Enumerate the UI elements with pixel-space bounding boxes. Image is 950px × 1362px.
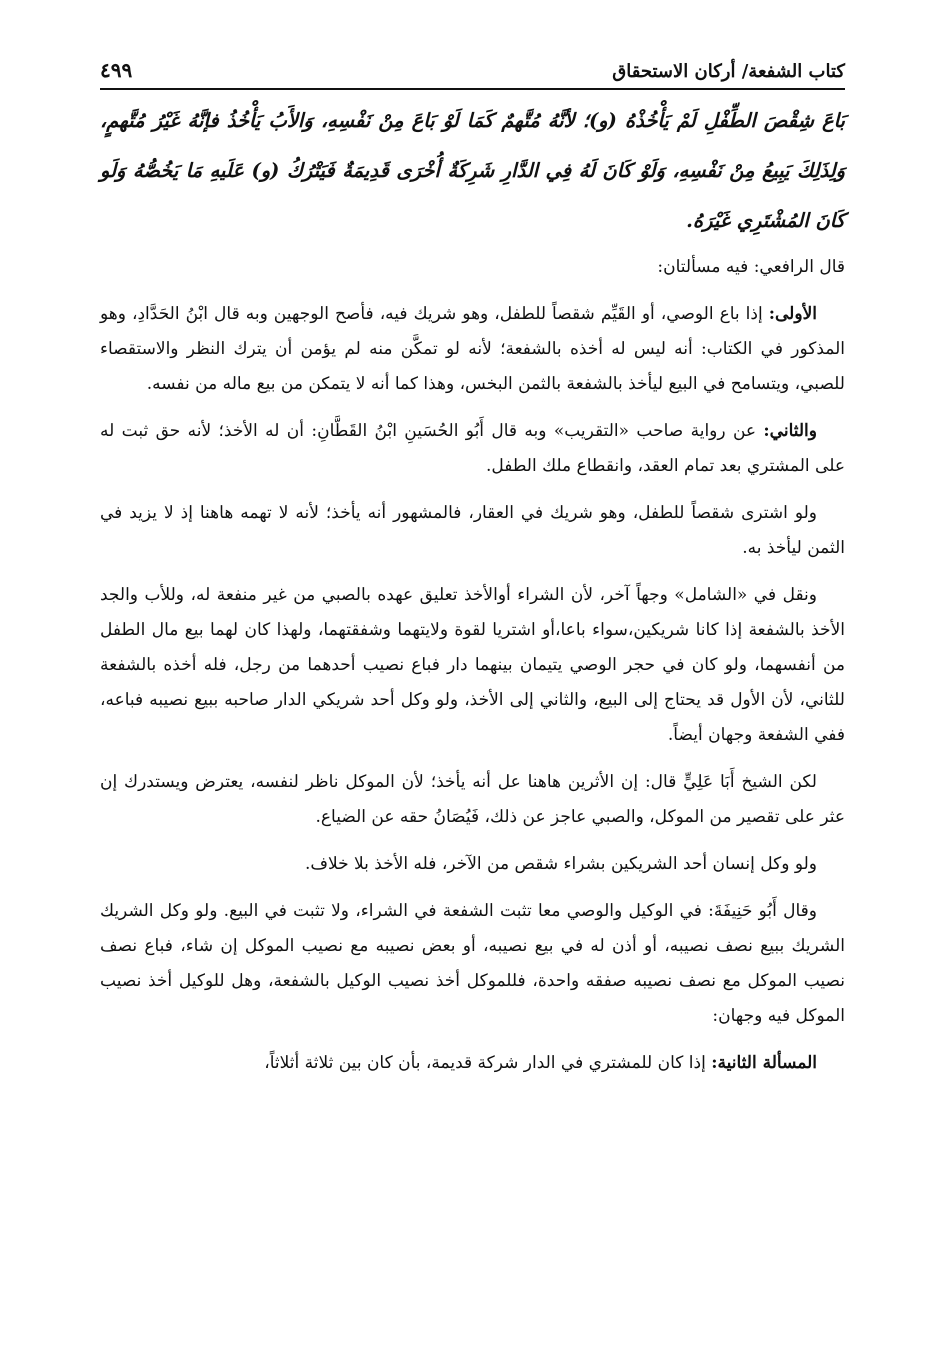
running-title: كتاب الشفعة/ أركان الاستحقاق [612, 61, 845, 82]
paragraph-lead: المسألة الثانية: [711, 1053, 817, 1073]
paragraph: ولو وكل إنسان أحد الشريكين بشراء شقص من الآخر، فله الأخذ بلا خلاف. [304, 854, 817, 874]
paragraph-lead: والثاني: [763, 421, 817, 441]
paragraph: ولو اشترى شقصاً للطفل، وهو شريك في العقار، فالمشهور أنه يأخذ؛ لأنه لا تهمه هاهنا إذ لا يزيد في الثمن ليأخذ به. [100, 503, 845, 558]
page-header [100, 42, 845, 90]
matn-text: بَاعَ شِقْصَ الطِّفْلِ لَمْ يَأْخُذْهُ (و)؛ لأنَّهُ مُتَّهمٌ كَمَا لَوْ بَاعَ مِنْ نَفْسِهِ، وَالأَبُ يَأْخُذُ فإنَّهُ غَيْرُ مُتَّهمٍ، وَلِذَلِكَ يَبِيعُ مِنْ نَفْسِهِ، وَلَوْ كَانَ لَهُ فِي الدَّارِ شَرِكَةٌ أُخْرَى قَدِيمَةٌ فَيَتْرُكُ (و) عَلَيهِ مَا يَخُصُّهُ وَلَو كَانَ المُشْتَرِي غَيْرَهُ. [100, 109, 845, 232]
page-number: ٤٩٩ [100, 58, 133, 82]
paragraph-lead: الأولى: [768, 304, 817, 324]
paragraph-second-view: والثاني: عن رواية صاحب «التقريب» وبه قال أَبُو الحُسَينِ ابْنُ القَطَّانِ: أن له الأخذ؛ لأنه حق ثبت له على المشتري بعد تمام العقد، وانقطاع ملك الطفل. [100, 421, 845, 476]
commentary-intro: قال الرافعي: فيه مسألتان: [657, 257, 845, 277]
paragraph: ونقل في «الشامل» وجهاً آخر، لأن الشراء أوالأخذ تعليق عهده بالصبي من غير منفعة له، وللأب والجد الأخذ بالشفعة إذا كانا شريكين،سواء باعا،أو اشتريا لقوة ولايتهما وشفقتهما، ولهذا كان لهما بيع مال الطفل من أنفسهما، ولو كان في حجر الوصي يتيمان بينهما دار فباع نصيب أحدهما من رجل، فله أخذه بالشفعة للثاني، لأن الأول قد يحتاج إلى البيع، والثاني إلى الأخذ، ولو وكل أحد شريكي الدار صاحبه ببيع نصيبه فباعه، ففي الشفعة وجهان أيضاً. [100, 585, 845, 745]
page-body [100, 96, 845, 1093]
paragraph: لكن الشيخ أَبَا عَلِيٍّ قال: إن الأثرين هاهنا عل أنه يأخذ؛ لأن الموكل ناظر لنفسه، يعترض ويستدرك إن عثر على تقصير من الموكل، والصبي عاجز عن ذلك، فَيُصَانُ حقه عن الضياع. [100, 772, 845, 827]
paragraph-first-issue: الأولى: إذا باع الوصي، أو القَيِّم شقصاً للطفل، وهو شريك فيه، فأصح الوجهين وبه قال ابْنُ الحَدَّادِ، وهو المذكور في الكتاب: أنه ليس له أخذه بالشفعة؛ لأنه لو تمكَّن منه لم يؤمن أن يترك النظر والاستقصاء للصبي، ويتسامح في البيع ليأخذ بالشفعة بالثمن البخس، وهذا كما أنه لا يتمكن من بيع ماله من نفسه. [100, 304, 845, 394]
paragraph: وقال أَبُو حَنِيفَةَ: في الوكيل والوصي معا تثبت الشفعة في الشراء، ولا تثبت في البيع. ولو وكل الشريك الشريك ببيع نصف نصيبه، أو أذن له في بيع نصيبه، أو بعض نصيبه مع نصيب الموكل إن شاء، فباع نصف نصيب الموكل مع نصف نصيبه صفقه واحدة، فللموكل أخذ نصيب الوكيل بالشفعة، وهل للوكيل أخذ نصيب الموكل فيه وجهان: [100, 901, 845, 1026]
paragraph-second-issue: المسألة الثانية: إذا كان للمشتري في الدار شركة قديمة، بأن كان بين ثلاثة أثلاثاً، [264, 1053, 817, 1073]
